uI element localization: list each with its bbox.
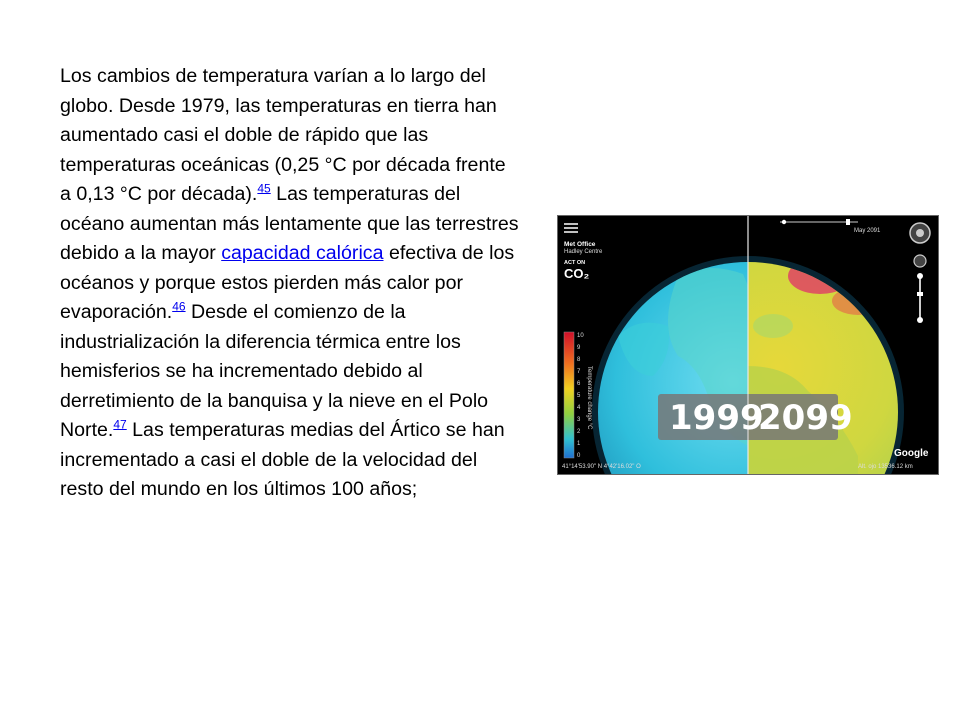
- svg-text:7: 7: [577, 369, 581, 375]
- svg-text:Temperature change °C: Temperature change °C: [586, 366, 592, 430]
- svg-text:Hadley Centre: Hadley Centre: [564, 249, 603, 255]
- svg-text:3: 3: [577, 417, 581, 423]
- paragraph: [60, 62, 522, 505]
- svg-text:10: 10: [577, 333, 584, 339]
- svg-text:Met Office: Met Office: [564, 241, 596, 248]
- svg-text:0: 0: [577, 453, 581, 459]
- footnote-47-link[interactable]: 47: [113, 417, 127, 432]
- navigation-controls[interactable]: [910, 223, 930, 323]
- year-comparison-label: [658, 394, 853, 440]
- met-office-logo: [564, 224, 603, 281]
- svg-text:1999: 1999: [669, 398, 764, 438]
- footnote-45-link[interactable]: 45: [257, 181, 271, 196]
- footnote-45: [257, 181, 270, 195]
- svg-text:CO₂: CO₂: [564, 266, 590, 281]
- coordinates-readout: 41°14'53.90" N 4°42'16.02" O: [562, 464, 641, 470]
- time-slider[interactable]: [780, 219, 881, 234]
- globe-illustration: [558, 216, 938, 474]
- svg-text:8: 8: [577, 357, 581, 363]
- svg-text:2: 2: [577, 429, 581, 435]
- body-text: [60, 62, 522, 505]
- google-logo: Google: [894, 448, 929, 459]
- globe-temperature-image: [557, 215, 939, 475]
- svg-text:1: 1: [577, 441, 581, 447]
- temperature-legend: [564, 332, 592, 459]
- text-segment-1: Los cambios de temperatura varían a lo largo del globo. Desde 1979, las temperaturas en tierra han aumentado casi el doble de rápido que las temperaturas oceánicas (0,25 °C por década frente a 0,13 °C por década).: [60, 65, 506, 205]
- svg-text:2099: 2099: [758, 398, 853, 438]
- footnote-47: [113, 417, 126, 431]
- altitude-readout: Alt. ojo 13536.12 km: [858, 464, 913, 470]
- svg-text:4: 4: [577, 405, 581, 411]
- svg-text:9: 9: [577, 345, 581, 351]
- footnote-46: [172, 299, 185, 313]
- svg-text:May 2091: May 2091: [854, 228, 881, 234]
- text-segment-5: Las temperaturas medias del Ártico se han incrementado a casi el doble de la velocidad del resto del mundo en los últimos 100 años;: [60, 419, 505, 500]
- text-segment-4: Desde el comienzo de la industrialización la diferencia térmica entre los hemisferios se ha incrementado debido al derretimiento de la banquisa y la nieve en el Polo Norte.: [60, 301, 489, 441]
- svg-text:ACT ON: ACT ON: [564, 260, 586, 266]
- text-segment-3: efectiva de los océanos y porque estos pierden más calor por evaporación.: [60, 242, 515, 323]
- capacidad-calorica-link[interactable]: capacidad calórica: [221, 242, 384, 264]
- footnote-46-link[interactable]: 46: [172, 299, 186, 314]
- svg-text:5: 5: [577, 393, 581, 399]
- text-segment-2: Las temperaturas del océano aumentan más lentamente que las terrestres debido a la mayor: [60, 183, 519, 264]
- svg-text:6: 6: [577, 381, 581, 387]
